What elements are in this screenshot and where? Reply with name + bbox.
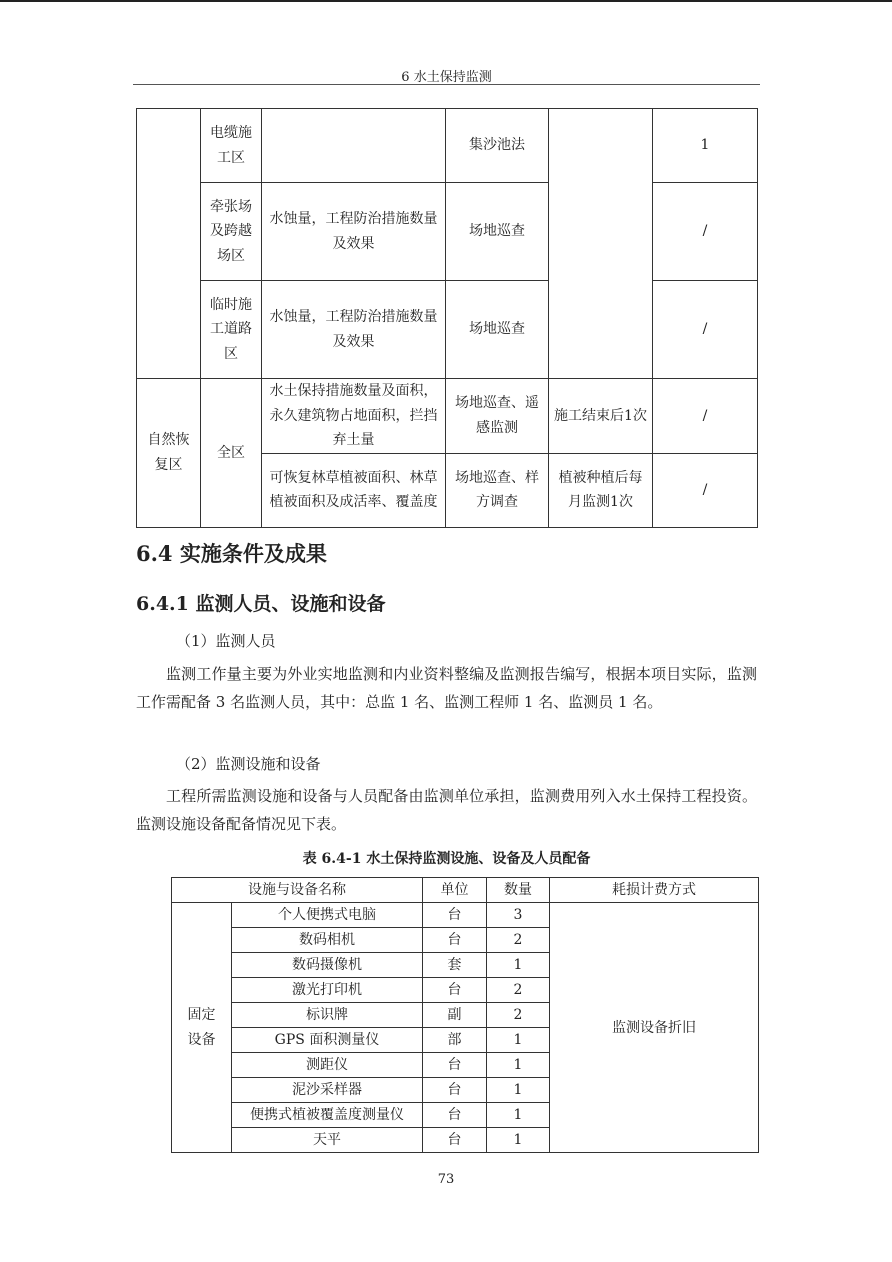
frequency-cell: 植被种植后每月监测1次 (549, 453, 653, 527)
item-qty: 2 (487, 928, 550, 953)
group-cell (172, 903, 232, 1153)
item-name: 天平 (232, 1128, 423, 1153)
table-header-row (172, 878, 759, 903)
top-border (0, 0, 892, 2)
item-qty: 2 (487, 978, 550, 1003)
points-cell: / (653, 379, 758, 454)
method-cell: 集沙池法 (446, 109, 549, 183)
item-name: 激光打印机 (232, 978, 423, 1003)
item-unit: 副 (423, 1003, 487, 1028)
method-cell: 场地巡查 (446, 281, 549, 379)
subsection-heading: 6.4.1 监测人员、设施和设备 (136, 593, 386, 615)
frequency-cell: 施工结束后1次 (549, 379, 653, 454)
item-name: GPS 面积测量仪 (232, 1028, 423, 1053)
header-name: 设施与设备名称 (172, 878, 423, 903)
method-cell: 场地巡查 (446, 183, 549, 281)
item2-paragraph: 工程所需监测设施和设备与人员配备由监测单位承担，监测费用列入水土保持工程投资。监测设施设备配备情况见下表。 (136, 787, 757, 833)
item-unit: 台 (423, 903, 487, 928)
item-unit: 台 (423, 1078, 487, 1103)
section-heading: 6.4 实施条件及成果 (136, 541, 327, 566)
item-unit: 台 (423, 1103, 487, 1128)
item1-title: （1）监测人员 (176, 632, 276, 650)
method-cell: 场地巡查、遥感监测 (446, 379, 549, 454)
item-name: 个人便携式电脑 (232, 903, 423, 928)
table-caption: 表 6.4-1 水土保持监测设施、设备及人员配备 (302, 851, 591, 867)
item-unit: 台 (423, 978, 487, 1003)
header-cost: 耗损计费方式 (550, 878, 759, 903)
running-header: 6 水土保持监测 (401, 70, 492, 85)
item-unit: 台 (423, 928, 487, 953)
points-cell: 1 (653, 109, 758, 183)
table-row (137, 109, 758, 183)
cost-method-cell: 监测设备折旧 (550, 903, 759, 1153)
content-cell: 水蚀量，工程防治措施数量及效果 (262, 183, 446, 281)
item-qty: 1 (487, 953, 550, 978)
table-row (172, 903, 759, 928)
item-qty: 1 (487, 1053, 550, 1078)
item-name: 泥沙采样器 (232, 1078, 423, 1103)
item-unit: 部 (423, 1028, 487, 1053)
points-cell: / (653, 281, 758, 379)
period-cell: 自然恢复区 (137, 379, 201, 528)
points-cell: / (653, 453, 758, 527)
item1-paragraph: 监测工作量主要为外业实地监测和内业资料整编及监测报告编写，根据本项目实际，监测工作需配备 3 名监测人员，其中：总监 1 名、监测工程师 1 名、监测员 1 名。 (136, 665, 757, 711)
content-cell: 可恢复林草植被面积、林草植被面积及成活率、覆盖度 (262, 453, 446, 527)
zone-cell: 电缆施工区 (201, 109, 262, 183)
content-cell: 水土保持措施数量及面积，永久建筑物占地面积，拦挡弃土量 (262, 379, 446, 454)
item-name: 测距仪 (232, 1053, 423, 1078)
item-unit: 套 (423, 953, 487, 978)
table-row (137, 281, 758, 379)
zone-cell: 临时施工道路区 (201, 281, 262, 379)
equipment-table (171, 877, 759, 1153)
item-name: 数码摄像机 (232, 953, 423, 978)
content-cell: 水蚀量，工程防治措施数量及效果 (262, 281, 446, 379)
table-row (137, 183, 758, 281)
item-qty: 1 (487, 1078, 550, 1103)
header-rule (133, 84, 760, 85)
period-cell-empty (137, 109, 201, 379)
monitoring-content-table (136, 108, 758, 528)
item-qty: 1 (487, 1128, 550, 1153)
method-cell: 场地巡查、样方调查 (446, 453, 549, 527)
item-qty: 1 (487, 1103, 550, 1128)
zone-cell: 全区 (201, 379, 262, 528)
zone-cell: 牵张场及跨越场区 (201, 183, 262, 281)
frequency-cell-empty (549, 109, 653, 379)
item-unit: 台 (423, 1128, 487, 1153)
group-label: 固定设备 (187, 1006, 216, 1048)
item-qty: 3 (487, 903, 550, 928)
item-qty: 2 (487, 1003, 550, 1028)
item-name: 数码相机 (232, 928, 423, 953)
item-name: 标识牌 (232, 1003, 423, 1028)
item2-title: （2）监测设施和设备 (176, 755, 321, 773)
header-unit: 单位 (423, 878, 487, 903)
item-name: 便携式植被覆盖度测量仪 (232, 1103, 423, 1128)
table-row (137, 379, 758, 454)
item-qty: 1 (487, 1028, 550, 1053)
item-unit: 台 (423, 1053, 487, 1078)
header-qty: 数量 (487, 878, 550, 903)
points-cell: / (653, 183, 758, 281)
content-cell (262, 109, 446, 183)
page-number: 73 (437, 1172, 455, 1187)
